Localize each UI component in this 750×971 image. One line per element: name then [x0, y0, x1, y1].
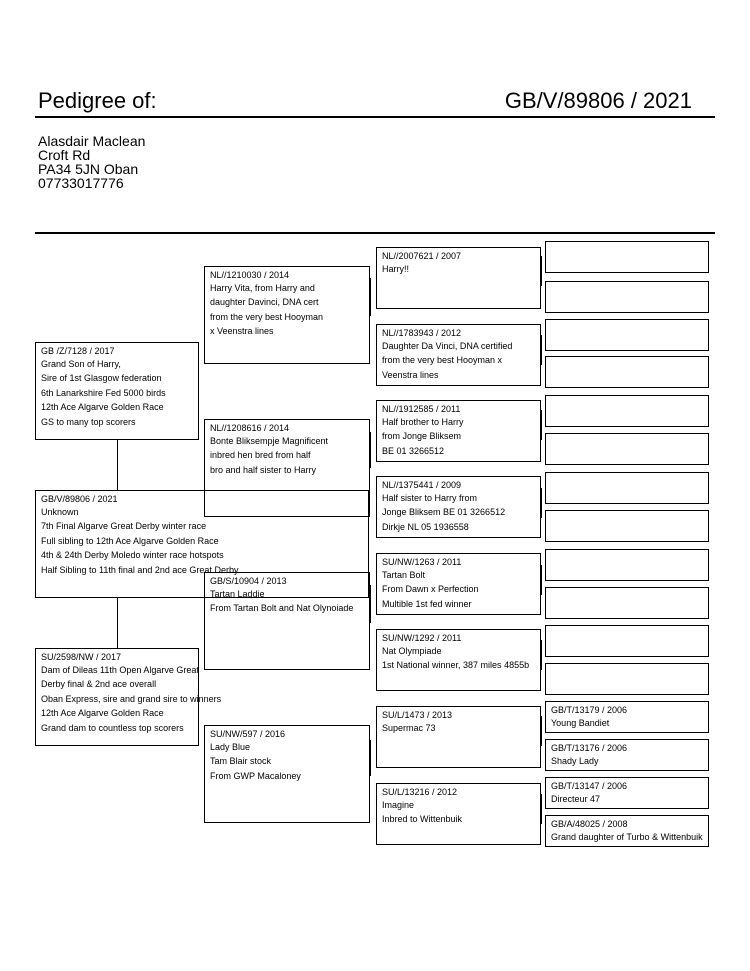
- bird-note: Oban Express, sire and grand sire to winners: [41, 693, 222, 704]
- bird-ring-number: GB/V/89806 / 2021: [41, 494, 118, 504]
- pedigree-box-sire-sire-sire: [376, 247, 541, 309]
- bird-note: Harry Vita, from Harry and: [210, 283, 315, 293]
- bird-note: 12th Ace Algarve Golden Race: [41, 402, 164, 413]
- owner-block: [38, 134, 145, 190]
- pedigree-box-dam-dam-dam: [376, 783, 541, 845]
- pedigree-box-empty: [545, 625, 709, 657]
- bird-note: Young Bandiet: [551, 718, 610, 728]
- connector-line: [541, 335, 542, 365]
- pedigree-box-empty: [545, 241, 709, 273]
- bird-ring-number: NL//1375441 / 2009: [382, 480, 462, 490]
- pedigree-box-empty: [545, 281, 709, 313]
- bird-note: Daughter Da Vinci, DNA certified: [382, 341, 513, 351]
- connector-line: [370, 585, 371, 623]
- bird-note: Supermac 73: [382, 723, 436, 733]
- pedigree-box-dam-dam-sire: [376, 706, 541, 768]
- bird-note: Sire of 1st Glasgow federation: [41, 373, 162, 384]
- bird-note: from the very best Hooyman x: [382, 355, 503, 366]
- bird-ring-number: SU/NW/597 / 2016: [210, 729, 286, 739]
- bird-note: Lady Blue: [210, 742, 251, 752]
- bird-note: from the very best Hooyman: [210, 311, 324, 322]
- bird-ring-number: SU/NW/1263 / 2011: [382, 557, 462, 567]
- bird-note: daughter Davinci, DNA cert: [210, 297, 319, 308]
- connector-line: [541, 256, 542, 286]
- bird-ring-number: NL//1783943 / 2012: [382, 328, 462, 338]
- pedigree-box-sire: [35, 342, 199, 440]
- pedigree-box-sire-sire: [204, 266, 370, 364]
- pedigree-box-dam-dam: [204, 725, 370, 823]
- connector-line: [117, 440, 118, 490]
- pedigree-box-empty: [545, 356, 709, 388]
- connector-line: [370, 740, 371, 776]
- bird-ring-number: GB/S/10904 / 2013: [210, 576, 287, 586]
- bird-note: Multible 1st fed winner: [382, 598, 472, 609]
- owner-phone: 07733017776: [38, 175, 124, 191]
- bird-note: From GWP Macaloney: [210, 770, 301, 781]
- ring-number-heading: GB/V/89806 / 2021: [504, 88, 692, 113]
- bird-ring-number: GB/T/13179 / 2006: [551, 705, 628, 715]
- connector-line: [117, 598, 118, 648]
- bird-note: Harry!!: [382, 264, 409, 274]
- pedigree-box-dam-sire: [204, 572, 370, 670]
- connector-line: [541, 565, 542, 595]
- bird-note: Grand dam to countless top scorers: [41, 722, 184, 733]
- pedigree-box-empty: [545, 433, 709, 465]
- bird-note: Directeur 47: [551, 794, 601, 804]
- bird-note: From Dawn x Perfection: [382, 584, 479, 595]
- bird-note: 12th Ace Algarve Golden Race: [41, 708, 164, 719]
- pedigree-box-g9: [545, 701, 709, 733]
- pedigree-box-g10: [545, 739, 709, 771]
- connector-line: [541, 410, 542, 440]
- bird-note: Tam Blair stock: [210, 756, 272, 767]
- pedigree-box-empty: [545, 587, 709, 619]
- pedigree-box-dam: [35, 648, 222, 746]
- bird-note: GS to many top scorers: [41, 416, 136, 427]
- owner-rule: [35, 232, 715, 234]
- connector-line: [541, 716, 542, 746]
- pedigree-box-empty: [545, 472, 709, 504]
- bird-ring-number: NL//1912585 / 2011: [382, 404, 461, 414]
- bird-note: inbred hen bred from half: [210, 450, 311, 461]
- bird-note: Nat Olympiade: [382, 646, 442, 656]
- pedigree-box-empty: [545, 663, 709, 695]
- bird-note: Jonge Bliksem BE 01 3266512: [382, 507, 506, 518]
- bird-note: Dirkje NL 05 1936558: [382, 521, 469, 532]
- pedigree-box-empty: [545, 395, 709, 427]
- bird-note: Shady Lady: [551, 756, 599, 766]
- bird-ring-number: SU/L/13216 / 2012: [382, 787, 458, 797]
- bird-note: Grand daughter of Turbo & Wittenbuik: [551, 832, 703, 842]
- bird-note: Imagine: [382, 800, 415, 810]
- bird-note: Bonte Bliksempje Magnificent: [210, 436, 329, 446]
- page-title: Pedigree of:: [38, 88, 157, 113]
- bird-ring-number: GB/A/48025 / 2008: [551, 819, 628, 829]
- bird-note: Half sister to Harry from: [382, 493, 478, 503]
- bird-note: Half brother to Harry: [382, 417, 464, 427]
- bird-note: Dam of Dileas 11th Open Algarve Great: [41, 665, 199, 675]
- bird-note: 7th Final Algarve Great Derby winter race: [41, 521, 207, 532]
- bird-ring-number: SU/2598/NW / 2017: [41, 652, 122, 662]
- bird-note: Half Sibling to 11th final and 2nd ace Great Derby: [41, 564, 239, 575]
- bird-note: bro and half sister to Harry: [210, 464, 317, 475]
- pedigree-box-dam-sire-sire: [376, 553, 541, 615]
- pedigree-box-g12: [545, 815, 709, 847]
- bird-ring-number: GB/T/13176 / 2006: [551, 743, 628, 753]
- bird-ring-number: NL//1210030 / 2014: [210, 270, 290, 280]
- bird-note: Veenstra lines: [382, 369, 439, 380]
- pedigree-box-dam-sire-dam: [376, 629, 541, 691]
- pedigree-box-empty: [545, 549, 709, 581]
- bird-note: 4th & 24th Derby Moledo winter race hotspots: [41, 550, 224, 561]
- connector-line: [370, 278, 371, 316]
- connector-line: [370, 432, 371, 468]
- bird-note: Grand Son of Harry,: [41, 359, 121, 369]
- bird-note: 6th Lanarkshire Fed 5000 birds: [41, 387, 166, 398]
- bird-ring-number: NL//1208616 / 2014: [210, 423, 290, 433]
- bird-note: BE 01 3266512: [382, 445, 445, 456]
- bird-note: From Tartan Bolt and Nat Olynoiade: [210, 603, 354, 614]
- bird-ring-number: SU/NW/1292 / 2011: [382, 633, 462, 643]
- header-rule: [35, 116, 715, 118]
- bird-note: Unknown: [41, 507, 79, 517]
- connector-line: [541, 488, 542, 518]
- bird-note: Full sibling to 12th Ace Algarve Golden Race: [41, 535, 219, 546]
- pedigree-box-sire-dam-dam: [376, 476, 541, 538]
- bird-note: Tartan Laddie: [210, 589, 265, 599]
- pedigree-box-g11: [545, 777, 709, 809]
- bird-ring-number: GB /Z/7128 / 2017: [41, 346, 115, 356]
- connector-line: [541, 794, 542, 824]
- bird-note: Tartan Bolt: [382, 570, 426, 580]
- bird-note: from Jonge Bliksem: [382, 431, 462, 442]
- owner-postcode-town: PA34 5JN Oban: [38, 161, 139, 177]
- owner-street: Croft Rd: [38, 147, 91, 163]
- bird-note: Derby final & 2nd ace overall: [41, 679, 157, 690]
- pedigree-box-sire-dam-sire: [376, 400, 541, 462]
- bird-note: Inbred to Wittenbuik: [382, 814, 463, 825]
- bird-ring-number: GB/T/13147 / 2006: [551, 781, 628, 791]
- pedigree-box-sire-sire-dam: [376, 324, 541, 386]
- pedigree-box-empty: [545, 319, 709, 351]
- bird-note: 1st National winner, 387 miles 4855b: [382, 660, 530, 671]
- pedigree-box-sire-dam: [204, 419, 370, 517]
- pedigree-box-empty: [545, 510, 709, 542]
- connector-line: [541, 640, 542, 670]
- bird-note: x Veenstra lines: [210, 326, 274, 337]
- owner-name: Alasdair Maclean: [38, 133, 146, 149]
- bird-ring-number: NL//2007621 / 2007: [382, 251, 462, 261]
- bird-ring-number: SU/L/1473 / 2013: [382, 710, 453, 720]
